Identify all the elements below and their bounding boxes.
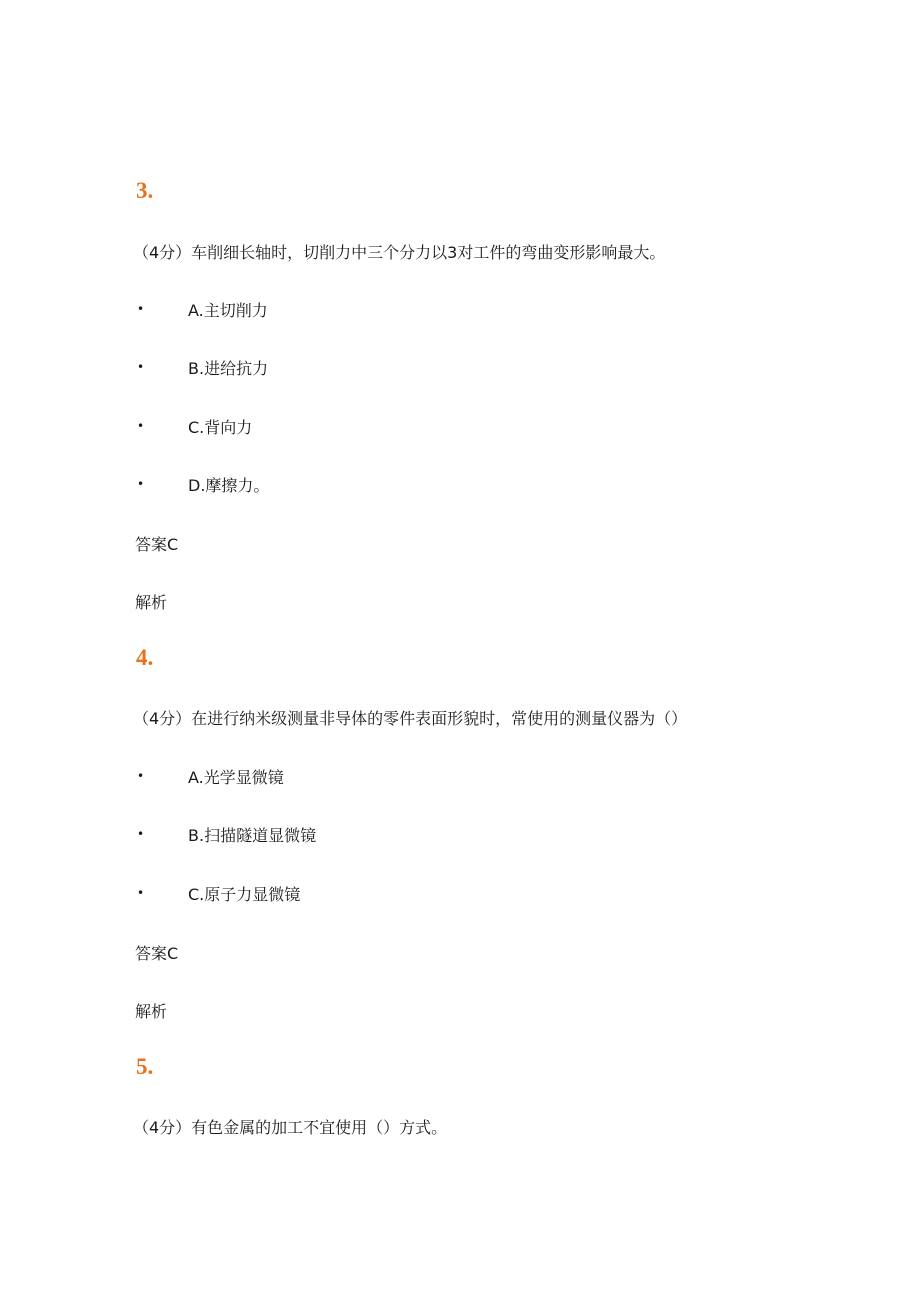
answer-4: 答案C (135, 944, 179, 963)
bullet: • (137, 360, 145, 374)
question-stem-5: （4分）有色金属的加工不宜使用（）方式。 (133, 1118, 448, 1137)
bullet: • (137, 419, 145, 433)
bullet: • (137, 302, 145, 316)
bullet: • (137, 477, 145, 491)
option-3c: C.背向力 (188, 418, 253, 437)
option-4b: B.扫描隧道显微镜 (188, 826, 317, 845)
answer-3: 答案C (135, 535, 179, 554)
option-3b: B.进给抗力 (188, 359, 269, 378)
option-3d: D.摩擦力。 (188, 476, 270, 495)
bullet: • (137, 827, 145, 841)
analysis-4: 解析 (135, 1002, 168, 1021)
question-number-3: 3. (136, 178, 154, 203)
question-number-5: 5. (136, 1054, 154, 1079)
bullet: • (137, 769, 145, 783)
option-4c: C.原子力显微镜 (188, 885, 301, 904)
question-number-4: 4. (136, 645, 154, 670)
question-stem-3: （4分）车削细长轴时，切削力中三个分力以3对工件的弯曲变形影响最大。 (133, 243, 666, 262)
option-4a: A.光学显微镜 (188, 768, 284, 787)
analysis-3: 解析 (135, 593, 168, 612)
question-stem-4: （4分）在进行纳米级测量非导体的零件表面形貌时，常使用的测量仪器为（） (133, 709, 688, 728)
option-3a: A.主切削力 (188, 301, 268, 320)
bullet: • (137, 886, 145, 900)
